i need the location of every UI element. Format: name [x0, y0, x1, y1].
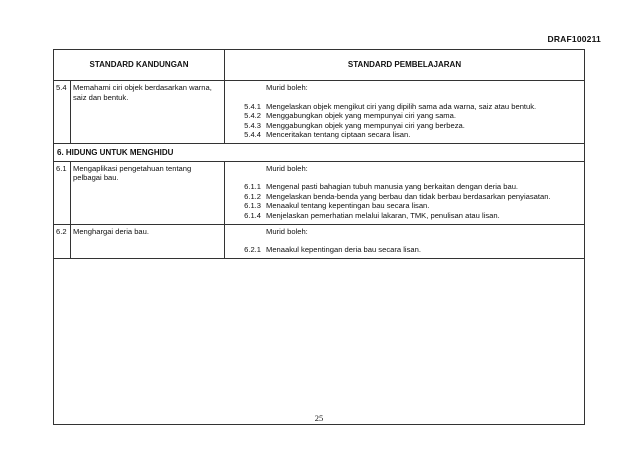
- list-item: [229, 130, 580, 140]
- list-item: [229, 211, 580, 221]
- pembelajaran-intro: Murid boleh:: [266, 83, 308, 92]
- item-text: Mengelaskan objek mengikut ciri yang dipilih sama ada warna, saiz atau bentuk.: [266, 101, 537, 111]
- pembelajaran-cell: [225, 224, 585, 258]
- list-item: [229, 201, 580, 211]
- pembelajaran-intro: Murid boleh:: [266, 163, 308, 173]
- kandungan-number: 6.2: [54, 224, 71, 258]
- header-standard-pembelajaran: STANDARD PEMBELAJARAN: [225, 50, 585, 81]
- pembelajaran-cell: [225, 161, 585, 224]
- kandungan-text: Mengaplikasi pengetahuan tentang pelbagai bau.: [71, 161, 225, 224]
- item-text: Mengenal pasti bahagian tubuh manusia yang berkaitan dengan deria bau.: [266, 182, 519, 192]
- header-standard-kandungan: STANDARD KANDUNGAN: [54, 50, 225, 81]
- section-title: 6. HIDUNG UNTUK MENGHIDU: [54, 143, 585, 161]
- page-number: 25: [314, 413, 324, 423]
- item-text: Menaakul kepentingan deria bau secara lisan.: [266, 245, 421, 255]
- kandungan-number: 6.1: [54, 161, 71, 224]
- item-text: Menceritakan tentang ciptaan secara lisan.: [266, 130, 411, 140]
- item-number: 5.4.2: [244, 111, 261, 121]
- list-item: [229, 121, 580, 131]
- item-number: 5.4.4: [244, 130, 261, 140]
- list-item: [229, 245, 580, 255]
- kandungan-text: Memahami ciri objek berdasarkan warna, saiz dan bentuk.: [71, 81, 225, 144]
- table-row: [54, 81, 585, 144]
- item-text: Menjelaskan pemerhatian melalui lakaran, TMK, penulisan atau lisan.: [266, 210, 500, 220]
- item-number: 6.1.4: [244, 210, 261, 220]
- pembelajaran-cell: [225, 81, 585, 144]
- item-number: 6.2.1: [244, 245, 261, 255]
- list-item: [229, 111, 580, 121]
- item-text: Menggabungkan objek yang mempunyai ciri yang sama.: [266, 111, 456, 121]
- table-row: [54, 224, 585, 258]
- item-text: Menaakul tentang kepentingan bau secara lisan.: [266, 201, 430, 211]
- pembelajaran-intro: Murid boleh:: [266, 226, 308, 236]
- section-header-row: [54, 143, 585, 161]
- curriculum-table: [53, 49, 585, 259]
- item-number: 6.1.3: [244, 201, 261, 211]
- item-number: 5.4.1: [244, 101, 261, 111]
- draft-code: DRAF100211: [547, 34, 601, 44]
- list-item: [229, 102, 580, 112]
- kandungan-number: 5.4: [54, 81, 71, 144]
- table-row: [54, 161, 585, 224]
- list-item: [229, 182, 580, 192]
- item-number: 6.1.1: [244, 182, 261, 192]
- item-number: 5.4.3: [244, 120, 261, 130]
- kandungan-text: Menghargai deria bau.: [71, 224, 225, 258]
- item-number: 6.1.2: [244, 191, 261, 201]
- list-item: [229, 192, 580, 202]
- item-text: Menggabungkan objek yang mempunyai ciri yang berbeza.: [266, 120, 465, 130]
- table-header-row: [54, 50, 585, 81]
- item-text: Mengelaskan benda-benda yang berbau dan tidak berbau berdasarkan penyiasatan.: [266, 191, 551, 201]
